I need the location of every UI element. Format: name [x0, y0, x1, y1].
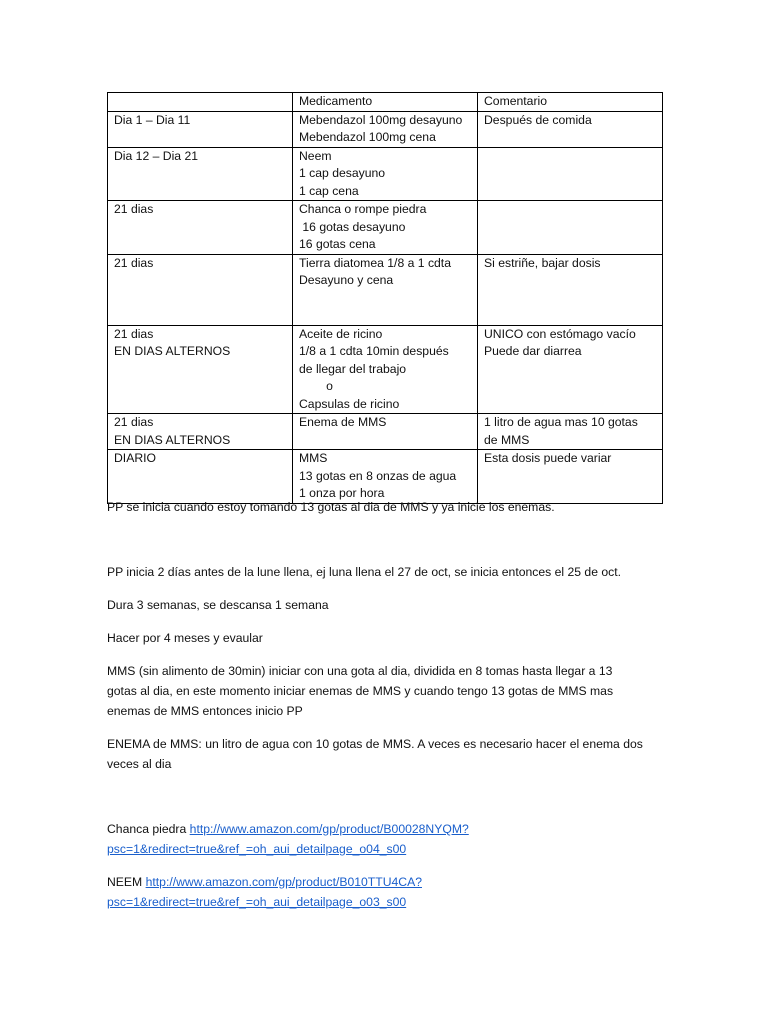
cell-text-line — [484, 219, 656, 237]
cell-text-line: de llegar del trabajo — [299, 361, 407, 376]
chanca-piedra-reference — [107, 819, 667, 859]
cell-text-line — [484, 396, 656, 414]
cell-text-line: Después de comida — [484, 112, 592, 127]
neem-link-continued[interactable]: psc=1&redirect=true&ref_=oh_aui_detailpage_o03_s00 — [107, 895, 407, 909]
cell-text-line: Enema de MMS — [299, 415, 387, 429]
cell-text-line — [114, 378, 286, 396]
period-cell — [108, 414, 293, 450]
table-row — [108, 450, 663, 504]
cell-text-line: DIARIO — [114, 451, 156, 465]
paragraph-mms — [107, 661, 667, 721]
cell-text-line — [114, 396, 286, 414]
period-cell — [108, 450, 293, 504]
cell-text-line: Aceite de ricino — [299, 326, 383, 341]
cell-text-line: Dia 1 – Dia 11 — [114, 112, 191, 127]
medicine-cell — [293, 450, 478, 504]
medicine-cell — [293, 414, 478, 450]
cell-text-line — [114, 468, 286, 486]
cell-text-line: 1 onza por hora — [299, 486, 385, 500]
text-line: ENEMA de MMS: un litro de agua con 10 gotas de MMS. A veces es necesario hacer el enema dos — [107, 737, 643, 751]
header-cell-medicine — [293, 93, 478, 112]
cell-text-line — [484, 129, 656, 147]
cell-text-line — [299, 432, 471, 450]
medicine-cell — [293, 111, 478, 147]
cell-text-line: 16 gotas desayuno — [299, 219, 406, 234]
cell-text-line — [114, 236, 286, 254]
cell-text-line — [484, 307, 656, 325]
neem-link[interactable]: http://www.amazon.com/gp/product/B010TTU4CA? — [145, 875, 422, 889]
cell-text-line — [484, 148, 656, 166]
cell-text-line: Puede dar diarrea — [484, 344, 582, 358]
paragraph-duration: Dura 3 semanas, se descansa 1 semana — [107, 598, 329, 612]
table-header-row — [108, 93, 663, 112]
cell-text-line: 16 gotas cena — [299, 237, 376, 251]
table-row — [108, 201, 663, 255]
cell-text-line — [484, 165, 656, 183]
cell-text-line — [484, 468, 656, 486]
table-row — [108, 414, 663, 450]
cell-text-line — [484, 272, 656, 290]
cell-text-line: Esta dosis puede variar — [484, 451, 612, 465]
period-cell — [108, 325, 293, 414]
cell-text-line — [299, 290, 471, 308]
header-cell-comment — [478, 93, 663, 112]
chanca-piedra-link[interactable]: http://www.amazon.com/gp/product/B00028NYQM? — [189, 822, 469, 836]
period-cell — [108, 147, 293, 201]
cell-text-line — [484, 183, 656, 201]
cell-text-line — [299, 307, 471, 325]
chanca-piedra-label: Chanca piedra — [107, 822, 187, 836]
header-label — [114, 93, 286, 111]
comment-cell — [478, 325, 663, 414]
cell-text-line — [114, 290, 286, 308]
cell-text-line — [114, 307, 286, 325]
cell-text-line: Capsulas de ricino — [299, 396, 400, 411]
medicine-cell — [293, 254, 478, 325]
cell-text-line — [114, 165, 286, 183]
cell-text-line: 1 cap cena — [299, 183, 359, 198]
text-line: gotas al dia, en este momento iniciar enemas de MMS y cuando tengo 13 gotas de MMS mas — [107, 684, 614, 698]
cell-text-line: de MMS — [484, 432, 530, 447]
cell-text-line: Mebendazol 100mg cena — [299, 130, 436, 144]
header-label: Medicamento — [299, 94, 373, 108]
cell-text-line: Tierra diatomea 1/8 a 1 cdta — [299, 255, 451, 270]
comment-cell — [478, 450, 663, 504]
period-cell — [108, 111, 293, 147]
cell-text-line — [114, 219, 286, 237]
comment-cell — [478, 111, 663, 147]
treatment-table — [107, 92, 663, 504]
cell-text-line: 21 dias — [114, 415, 154, 429]
cell-text-line: Si estriñe, bajar dosis — [484, 255, 601, 270]
paragraph-pp-start: PP se inicia cuando estoy tomando 13 gotas al dia de MMS y ya inicie los enemas. — [107, 500, 555, 514]
cell-text-line: 13 gotas en 8 onzas de agua — [299, 468, 457, 483]
comment-cell — [478, 147, 663, 201]
cell-text-line: EN DIAS ALTERNOS — [114, 344, 231, 358]
neem-reference — [107, 872, 667, 912]
cell-text-line: 1 litro de agua mas 10 gotas — [484, 415, 638, 429]
cell-text-line: 1/8 a 1 cdta 10min después — [299, 344, 449, 358]
cell-text-line — [484, 236, 656, 254]
cell-text-line — [484, 361, 656, 379]
table-row — [108, 147, 663, 201]
cell-text-line: Neem — [299, 148, 332, 163]
cell-text-line: 21 dias — [114, 202, 154, 216]
header-label: Comentario — [484, 94, 547, 108]
cell-text-line — [114, 183, 286, 201]
text-line: enemas de MMS entonces inicio PP — [107, 704, 303, 718]
text-line — [107, 819, 667, 839]
table-row — [108, 254, 663, 325]
table-row — [108, 111, 663, 147]
table-row — [108, 325, 663, 414]
cell-text-line: MMS — [299, 451, 328, 465]
cell-text-line: Mebendazol 100mg desayuno — [299, 112, 463, 127]
cell-text-line: o — [299, 379, 333, 393]
table-body — [108, 93, 663, 504]
cell-text-line: 1 cap desayuno — [299, 166, 386, 180]
cell-text-line: Desayuno y cena — [299, 273, 394, 287]
medicine-cell — [293, 147, 478, 201]
cell-text-line — [114, 129, 286, 147]
cell-text-line: 21 dias — [114, 255, 154, 270]
cell-text-line — [484, 290, 656, 308]
cell-text-line — [484, 201, 656, 219]
cell-text-line: EN DIAS ALTERNOS — [114, 432, 231, 447]
paragraph-months: Hacer por 4 meses y evaular — [107, 631, 263, 645]
cell-text-line — [114, 272, 286, 290]
medicine-cell — [293, 201, 478, 255]
period-cell — [108, 254, 293, 325]
text-line — [107, 839, 667, 859]
paragraph-enema — [107, 734, 667, 774]
comment-cell — [478, 201, 663, 255]
header-cell-period — [108, 93, 293, 112]
comment-cell — [478, 254, 663, 325]
paragraph-pp-moon: PP inicia 2 días antes de la lune llena, ej luna llena el 27 de oct, se inicia entonces el 25 de oct. — [107, 565, 622, 579]
cell-text-line: UNICO con estómago vacío — [484, 326, 636, 341]
cell-text-line: Dia 12 – Dia 21 — [114, 148, 199, 163]
text-line — [107, 872, 667, 892]
neem-label: NEEM — [107, 875, 143, 889]
comment-cell — [478, 414, 663, 450]
period-cell — [108, 201, 293, 255]
text-line: MMS (sin alimento de 30min) iniciar con una gota al dia, dividida en 8 tomas hasta llegar a 13 — [107, 664, 613, 678]
text-line: veces al dia — [107, 757, 172, 771]
cell-text-line: Chanca o rompe piedra — [299, 202, 427, 216]
cell-text-line — [114, 361, 286, 379]
text-line — [107, 892, 667, 912]
cell-text-line — [484, 378, 656, 396]
cell-text-line: 21 dias — [114, 326, 154, 341]
medicine-cell — [293, 325, 478, 414]
chanca-piedra-link-continued[interactable]: psc=1&redirect=true&ref_=oh_aui_detailpage_o04_s00 — [107, 842, 407, 856]
